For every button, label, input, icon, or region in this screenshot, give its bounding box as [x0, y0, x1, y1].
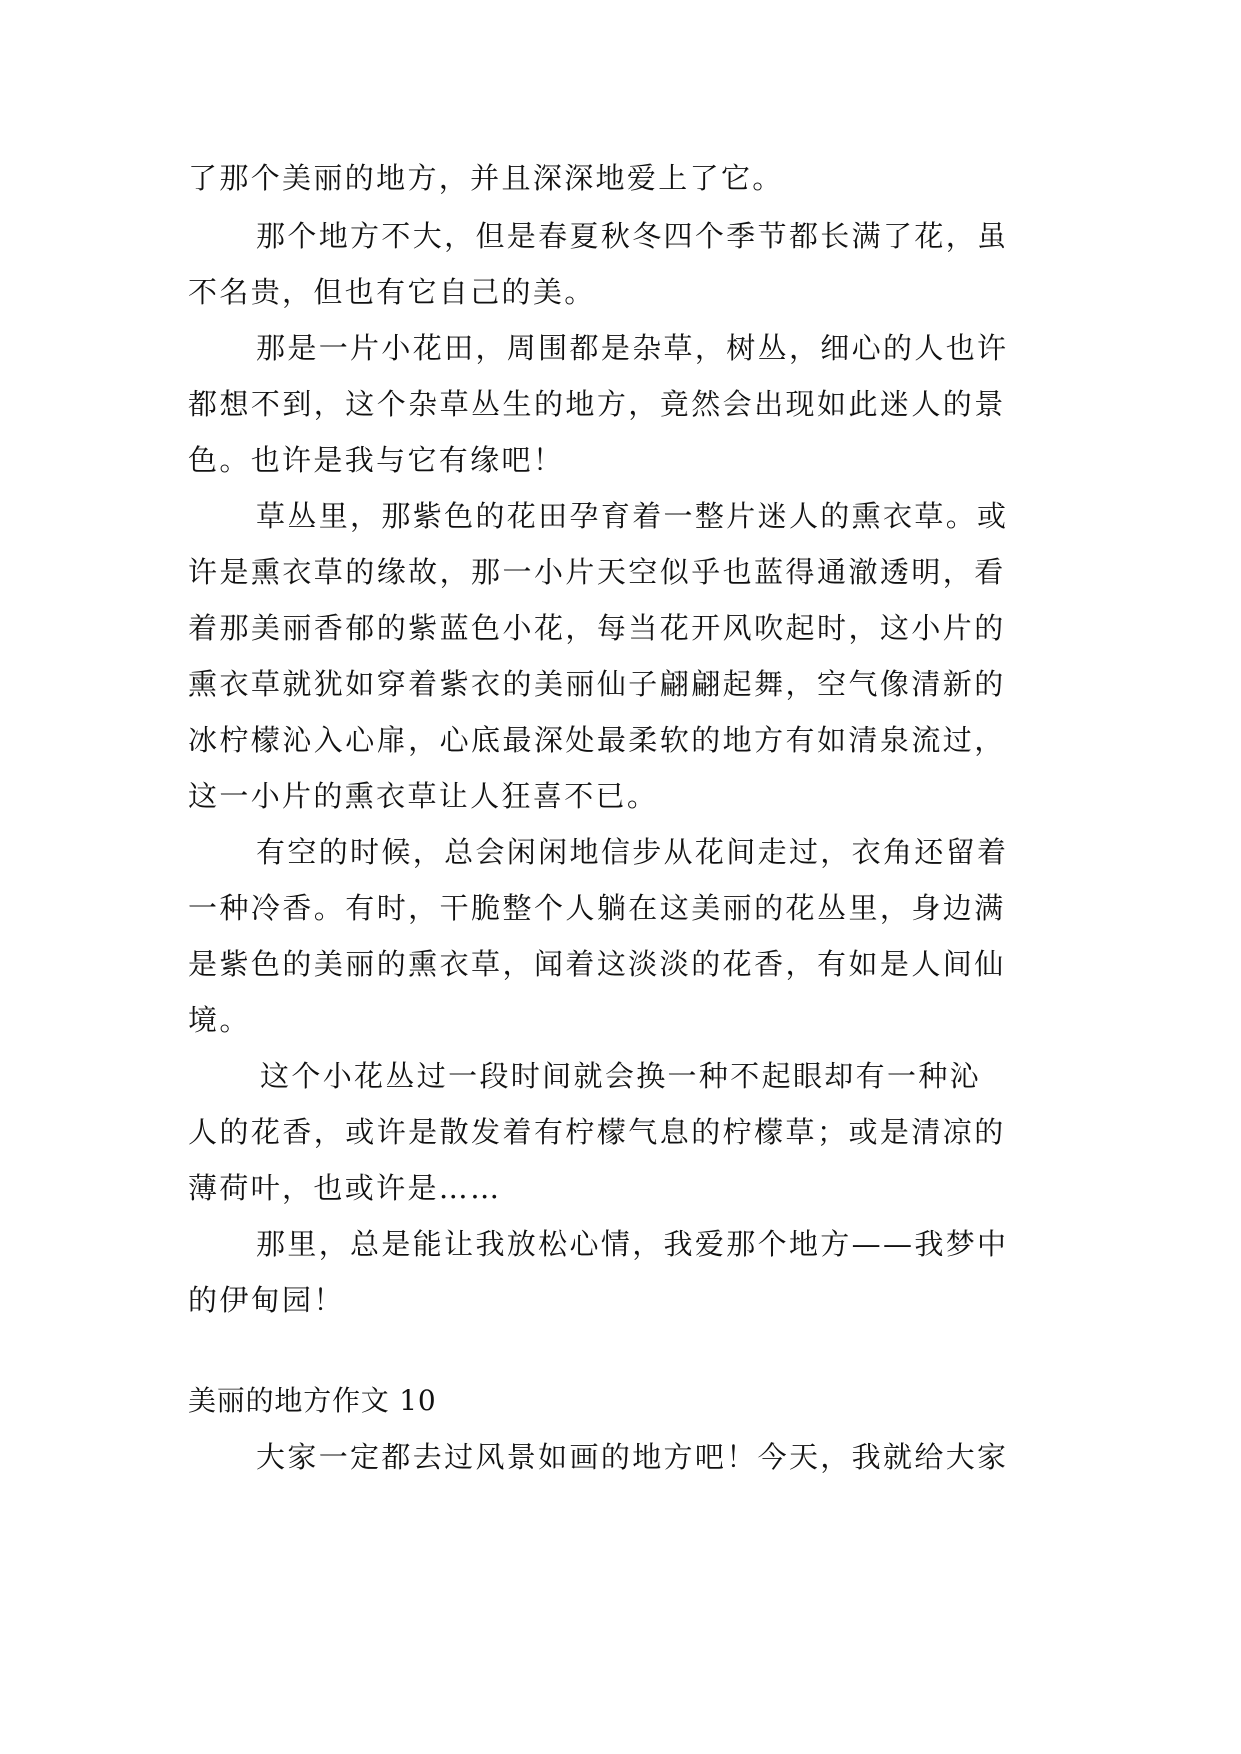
- paragraph-line: 那里，总是能让我放松心情，我爱那个地方——我梦中: [256, 1227, 1009, 1261]
- paragraph-line: 这一小片的熏衣草让人狂喜不已。: [188, 779, 659, 813]
- paragraph-line: 色。也许是我与它有缘吧！: [188, 443, 565, 477]
- section-heading: 美丽的地方作文 10: [188, 1384, 437, 1417]
- paragraph-line: 这个小花丛过一段时间就会换一种不起眼却有一种沁: [260, 1059, 982, 1093]
- paragraph-line: 着那美丽香郁的紫蓝色小花，每当花开风吹起时，这小片的: [188, 611, 1006, 645]
- paragraph-line: 是紫色的美丽的熏衣草，闻着这淡淡的花香，有如是人间仙: [188, 947, 1006, 981]
- paragraph-line: 不名贵，但也有它自己的美。: [188, 275, 596, 309]
- paragraph-line: 大家一定都去过风景如画的地方吧！今天，我就给大家: [256, 1440, 1009, 1474]
- paragraph-line: 那是一片小花田，周围都是杂草，树丛，细心的人也许: [256, 331, 1009, 365]
- paragraph-line: 境。: [188, 1003, 251, 1037]
- paragraph-line: 冰柠檬沁入心扉，心底最深处最柔软的地方有如清泉流过，: [188, 723, 1006, 757]
- paragraph-line: 薄荷叶，也或许是……: [188, 1171, 502, 1205]
- paragraph-line: 的伊甸园！: [188, 1283, 345, 1317]
- paragraph-line: 了那个美丽的地方，并且深深地爱上了它。: [188, 161, 784, 195]
- paragraph-line: 一种冷香。有时，干脆整个人躺在这美丽的花丛里，身边满: [188, 891, 1006, 925]
- paragraph-line: 都想不到，这个杂草丛生的地方，竟然会出现如此迷人的景: [188, 387, 1006, 421]
- paragraph-line: 有空的时候，总会闲闲地信步从花间走过，衣角还留着: [256, 835, 1009, 869]
- paragraph-line: 草丛里，那紫色的花田孕育着一整片迷人的熏衣草。或: [256, 499, 1009, 533]
- paragraph-line: 许是熏衣草的缘故，那一小片天空似乎也蓝得通澈透明，看: [188, 555, 1006, 589]
- paragraph-line: 人的花香，或许是散发着有柠檬气息的柠檬草；或是清凉的: [188, 1115, 1006, 1149]
- paragraph-line: 熏衣草就犹如穿着紫衣的美丽仙子翩翩起舞，空气像清新的: [188, 667, 1006, 701]
- paragraph-line: 那个地方不大，但是春夏秋冬四个季节都长满了花，虽: [256, 219, 1009, 253]
